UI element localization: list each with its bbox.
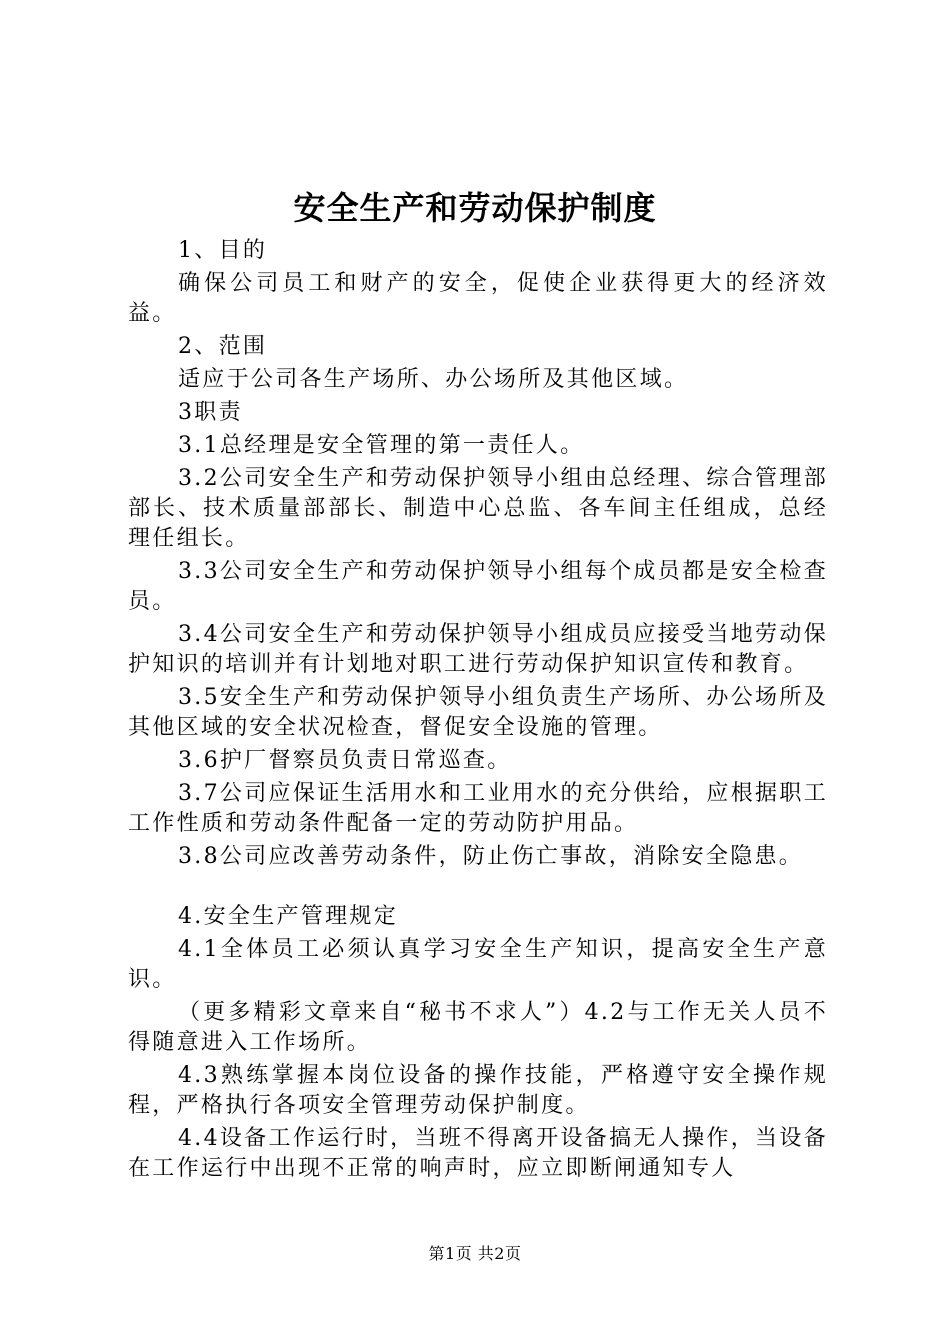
paragraph-3-7: 3.7公司应保证生活用水和工业用水的充分供给，应根据职工工作性质和劳动条件配备一定的劳动防护用品。 xyxy=(128,781,828,836)
paragraph-3-8: 3.8公司应改善劳动条件，防止伤亡事故，消除安全隐患。 xyxy=(178,844,804,869)
paragraph-4-3: 4.3熟练掌握本岗位设备的操作技能，严格遵守安全操作规程，严格执行各项安全管理劳动保护制度。 xyxy=(128,1063,828,1118)
document-body xyxy=(128,236,828,1187)
paragraph-section-4-heading: 4.安全生产管理规定 xyxy=(178,904,398,929)
paragraph-section-1-heading: 1、目的 xyxy=(178,238,268,263)
paragraph-3-3: 3.3公司安全生产和劳动保护领导小组每个成员都是安全检查员。 xyxy=(128,559,828,614)
paragraph-section-3-heading: 3职责 xyxy=(178,400,243,425)
paragraph-scope: 适应于公司各生产场所、办公场所及其他区域。 xyxy=(178,367,689,392)
document-title: 安全生产和劳动保护制度 xyxy=(293,189,657,227)
paragraph-3-2: 3.2公司安全生产和劳动保护领导小组由总经理、综合管理部部长、技术质量部部长、制造中心总监、各车间主任组成，总经理任组长。 xyxy=(128,466,828,551)
paragraph-3-6: 3.6护厂督察员负责日常巡查。 xyxy=(178,748,512,773)
paragraph-4-1: 4.1全体员工必须认真学习安全生产知识，提高安全生产意识。 xyxy=(128,937,828,992)
paragraph-4-2: （更多精彩文章来自“秘书不求人”）4.2与工作无关人员不得随意进入工作场所。 xyxy=(128,1000,828,1055)
paragraph-purpose: 确保公司员工和财产的安全，促使企业获得更大的经济效益。 xyxy=(128,271,828,326)
paragraph-3-4: 3.4公司安全生产和劳动保护领导小组成员应接受当地劳动保护知识的培训并有计划地对职工进行劳动保护知识宣传和教育。 xyxy=(128,622,828,677)
paragraph-3-5: 3.5安全生产和劳动保护领导小组负责生产场所、办公场所及其他区域的安全状况检查，督促安全设施的管理。 xyxy=(128,685,828,740)
paragraph-3-1: 3.1总经理是安全管理的第一责任人。 xyxy=(178,433,585,458)
page-number-footer: 第1页 共2页 xyxy=(428,1244,522,1263)
paragraph-4-4: 4.4设备工作运行时，当班不得离开设备搞无人操作，当设备在工作运行中出现不正常的响声时，应立即断闸通知专人 xyxy=(128,1126,828,1181)
paragraph-section-2-heading: 2、范围 xyxy=(178,334,268,359)
